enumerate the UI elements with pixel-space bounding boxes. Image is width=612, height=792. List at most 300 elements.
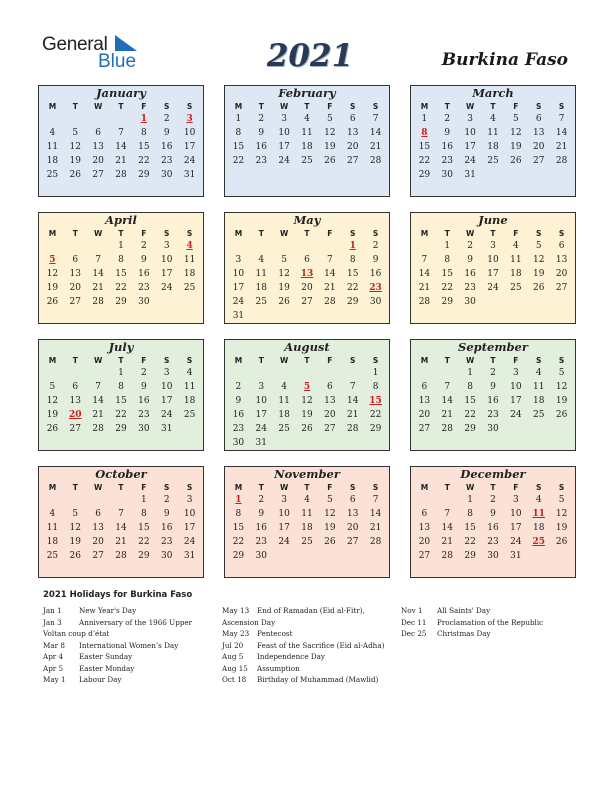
holiday-entry [222,628,397,640]
day-cell: 10 [183,509,196,519]
day-cell: 22 [464,410,476,420]
day-cell: 10 [487,255,499,265]
day-cell: 1 [372,368,379,378]
day-cell: 31 [160,424,173,434]
day-cell: 2 [140,241,147,251]
holiday-day-cell: 3 [186,114,193,124]
day-cell: 21 [369,142,382,152]
day-cell: 22 [441,283,453,293]
day-cell: 15 [138,142,150,152]
day-cell: 14 [369,509,382,519]
day-cell: 26 [301,424,313,434]
day-cell: 18 [487,142,499,152]
month-july [38,339,204,451]
day-cell: 31 [183,551,196,561]
weekday-header: M [48,356,57,365]
day-cell: 27 [301,297,313,307]
logo-text-blue: Blue [98,51,137,72]
day-cell: 13 [324,396,336,406]
day-cell: 29 [464,551,476,561]
empty-day-cell [273,366,296,380]
day-cell: 30 [464,297,476,307]
day-cell: 6 [421,382,428,392]
month-september [410,339,576,451]
empty-day-cell [87,239,110,253]
weekday-header: W [279,356,289,365]
weekday-header: S [186,229,193,238]
day-cell: 7 [349,382,356,392]
day-cell: 31 [510,551,522,561]
weekday-header: T [258,229,264,238]
weekday-header: W [93,356,103,365]
day-cell: 18 [46,537,59,547]
day-cell: 30 [487,424,499,434]
holiday-date: Aug 15 [222,663,248,673]
empty-day-cell [110,112,133,126]
holiday-entry [43,651,218,663]
day-cell: 27 [92,170,104,180]
weekday-header: S [536,356,542,365]
day-cell: 12 [46,396,59,406]
holiday-name: Labour Day [79,675,122,684]
holiday-name: Anniversary of the 1966 Upper [79,617,193,627]
month-name: December [460,467,526,481]
holiday-date: Jan 3 [43,617,62,627]
month-january [38,85,204,197]
weekday-header: T [444,229,450,238]
day-cell: 1 [467,495,473,505]
day-cell: 6 [72,382,79,392]
day-grid [411,228,575,309]
day-cell: 18 [46,156,59,166]
day-cell: 24 [510,410,522,420]
holiday-day-cell: 5 [49,255,56,265]
holiday-name: Proclamation of the Republic [437,617,544,627]
month-december [410,466,576,578]
day-cell: 7 [95,255,101,265]
day-cell: 25 [301,537,313,547]
day-cell: 3 [467,114,473,124]
day-cell: 4 [258,255,265,265]
empty-day-cell [413,493,436,507]
day-cell: 9 [235,396,242,406]
weekday-header: T [444,483,450,492]
weekday-header: F [327,102,333,111]
month-name: January [96,86,146,100]
day-cell: 8 [349,255,356,265]
weekday-header: S [372,229,379,238]
day-cell: 23 [160,537,173,547]
day-cell: 28 [369,537,382,547]
day-cell: 28 [369,156,382,166]
day-cell: 31 [183,170,196,180]
month-name: May [293,213,321,227]
holiday-date: Dec 25 [401,629,427,638]
day-cell: 9 [140,255,147,265]
weekday-header: F [327,229,333,238]
day-cell: 6 [326,382,333,392]
weekday-header: M [420,229,429,238]
empty-day-cell [87,493,110,507]
day-cell: 29 [115,424,127,434]
day-cell: 15 [232,142,245,152]
weekday-header: T [490,356,496,365]
day-cell: 28 [92,424,104,434]
day-cell: 30 [369,297,382,307]
day-cell: 10 [510,509,522,519]
weekday-header: F [327,483,333,492]
day-cell: 14 [555,128,568,138]
day-cell: 15 [346,269,359,279]
day-cell: 24 [160,283,173,293]
day-cell: 7 [95,382,101,392]
day-cell: 4 [535,495,542,505]
day-cell: 8 [467,382,473,392]
holiday-day-cell: 25 [532,537,545,547]
day-cell: 27 [346,537,359,547]
day-cell: 6 [72,255,79,265]
holiday-day-cell: 5 [303,382,311,392]
day-cell: 4 [304,114,310,124]
day-cell: 16 [441,142,453,152]
day-cell: 29 [441,297,453,307]
day-cell: 24 [278,537,290,547]
day-cell: 10 [278,509,290,519]
day-cell: 22 [232,537,245,547]
day-grid [225,355,389,450]
weekday-header: S [372,483,379,492]
empty-day-cell [41,112,64,126]
day-cell: 12 [555,382,568,392]
day-cell: 9 [140,382,147,392]
weekday-header: S [164,229,170,238]
empty-day-cell [436,366,459,380]
day-cell: 16 [232,410,245,420]
day-cell: 23 [487,410,499,420]
day-cell: 24 [232,297,245,307]
weekday-header: M [48,483,57,492]
weekday-header: M [234,356,243,365]
weekday-header: T [72,356,78,365]
day-cell: 7 [558,114,565,124]
weekday-header: M [420,102,429,111]
day-cell: 10 [160,255,173,265]
holiday-date: Apr 4 [43,652,64,661]
day-cell: 11 [46,142,59,152]
empty-day-cell [413,239,436,253]
day-cell: 28 [324,297,336,307]
holiday-entry [43,663,218,675]
day-cell: 21 [346,410,359,420]
day-cell: 16 [160,523,173,533]
weekday-header: F [141,229,147,238]
month-november [224,466,390,578]
weekday-header: T [72,102,78,111]
day-cell: 28 [555,156,568,166]
holiday-day-cell: 8 [421,128,428,138]
weekday-header: S [186,483,193,492]
day-cell: 15 [418,142,431,152]
weekday-header: M [48,229,57,238]
day-cell: 17 [510,523,522,533]
holiday-entry [43,617,218,629]
day-cell: 23 [255,156,267,166]
day-cell: 26 [555,537,568,547]
day-cell: 30 [232,438,245,448]
day-cell: 6 [304,255,310,265]
holiday-day-cell: 1 [349,241,356,251]
weekday-header: T [72,229,78,238]
day-cell: 22 [464,537,476,547]
day-cell: 16 [255,142,267,152]
day-cell: 26 [278,297,290,307]
day-cell: 2 [444,114,451,124]
day-cell: 11 [255,269,267,279]
holiday-date: Oct 18 [222,675,247,684]
holiday-name: Voltan coup d’état [43,629,110,638]
day-cell: 25 [46,551,59,561]
day-cell: 1 [444,241,451,251]
day-cell: 6 [95,128,101,138]
weekday-header: T [490,102,496,111]
day-cell: 4 [535,368,542,378]
day-cell: 4 [490,114,496,124]
day-cell: 19 [46,283,59,293]
holiday-day-cell: 1 [140,114,147,124]
empty-day-cell [296,366,319,380]
day-cell: 29 [369,424,382,434]
day-cell: 7 [118,128,124,138]
day-cell: 17 [464,142,476,152]
month-august [224,339,390,451]
holiday-name: Ascension Day [222,617,276,627]
day-cell: 31 [232,311,245,321]
day-cell: 27 [555,283,568,293]
day-cell: 10 [232,269,245,279]
day-cell: 26 [324,156,336,166]
weekday-header: T [118,229,124,238]
day-cell: 17 [160,396,173,406]
holiday-name: Assumption [257,663,300,673]
day-cell: 24 [487,283,499,293]
weekday-header: F [141,356,147,365]
day-cell: 29 [464,424,476,434]
month-name: September [458,340,528,354]
empty-day-cell [318,239,341,253]
day-cell: 19 [301,410,313,420]
day-cell: 4 [186,368,193,378]
day-cell: 24 [464,156,476,166]
day-cell: 5 [326,495,333,505]
holiday-name: Feast of the Sacrifice (Eid al-Adha) [257,640,385,650]
day-cell: 11 [183,255,196,265]
day-cell: 5 [72,128,79,138]
day-cell: 22 [138,156,150,166]
day-cell: 8 [235,509,242,519]
day-cell: 1 [235,114,242,124]
month-name: November [274,467,340,481]
day-cell: 19 [324,142,336,152]
day-cell: 2 [490,368,496,378]
weekday-header: M [234,102,243,111]
day-cell: 6 [558,241,565,251]
weekday-header: S [350,356,356,365]
day-cell: 7 [118,509,124,519]
day-cell: 30 [441,170,453,180]
day-cell: 5 [72,509,79,519]
day-cell: 21 [441,537,453,547]
day-cell: 1 [118,368,124,378]
day-cell: 21 [369,523,382,533]
day-cell: 27 [69,297,81,307]
day-cell: 17 [183,523,196,533]
day-cell: 17 [232,283,245,293]
day-cell: 1 [140,495,147,505]
day-cell: 21 [92,410,104,420]
day-cell: 15 [115,396,127,406]
day-cell: 19 [69,537,81,547]
day-cell: 5 [558,368,565,378]
holiday-day-cell: 15 [369,396,382,406]
day-cell: 30 [138,424,150,434]
day-cell: 2 [467,241,473,251]
holiday-name: Pentecost [257,629,293,638]
weekday-header: S [372,102,379,111]
day-cell: 7 [444,382,451,392]
month-april [38,212,204,324]
day-cell: 1 [118,241,124,251]
weekday-header: W [93,102,103,111]
empty-day-cell [64,112,87,126]
day-cell: 7 [326,255,333,265]
day-cell: 17 [510,396,522,406]
holiday-entry [222,617,397,629]
day-cell: 13 [92,523,104,533]
holiday-name: New Year's Day [79,606,137,615]
weekday-header: T [118,483,124,492]
holiday-date: Dec 11 [401,617,427,627]
month-name: August [284,340,330,354]
day-cell: 3 [186,495,193,505]
day-cell: 14 [92,396,104,406]
day-cell: 19 [324,523,336,533]
holiday-name: Easter Monday [79,663,135,673]
weekday-header: S [536,102,542,111]
day-cell: 25 [183,410,196,420]
day-cell: 3 [281,495,287,505]
day-cell: 14 [441,396,453,406]
day-cell: 2 [235,382,242,392]
day-cell: 17 [183,142,196,152]
day-cell: 6 [349,114,356,124]
day-cell: 14 [369,128,382,138]
day-cell: 13 [532,128,545,138]
holiday-entry [43,674,218,686]
day-cell: 9 [258,509,265,519]
day-cell: 20 [69,283,81,293]
weekday-header: S [558,356,565,365]
empty-day-cell [273,239,296,253]
weekday-header: M [420,356,429,365]
day-cell: 26 [69,170,81,180]
day-cell: 29 [418,170,431,180]
day-cell: 22 [115,410,127,420]
day-cell: 22 [346,283,359,293]
day-cell: 30 [138,297,150,307]
day-cell: 23 [441,156,453,166]
day-cell: 14 [324,269,336,279]
weekday-header: W [465,356,475,365]
day-cell: 16 [487,523,499,533]
weekday-header: T [444,356,450,365]
day-cell: 18 [183,269,196,279]
day-cell: 25 [278,424,290,434]
day-cell: 29 [232,551,245,561]
day-grid [39,228,203,309]
weekday-header: T [490,483,496,492]
day-cell: 18 [255,283,267,293]
day-cell: 21 [441,410,453,420]
day-cell: 25 [255,297,267,307]
day-cell: 21 [115,156,127,166]
day-cell: 2 [372,241,379,251]
day-cell: 14 [346,396,359,406]
day-cell: 24 [160,410,173,420]
day-cell: 26 [46,424,59,434]
day-cell: 16 [255,523,267,533]
day-cell: 1 [421,114,428,124]
day-cell: 12 [532,255,545,265]
month-name: June [478,213,508,227]
day-cell: 7 [372,114,379,124]
day-cell: 15 [138,523,150,533]
weekday-header: S [350,483,356,492]
day-cell: 19 [278,283,290,293]
day-cell: 20 [418,537,431,547]
day-cell: 21 [115,537,127,547]
holiday-day-cell: 1 [235,495,242,505]
day-cell: 10 [183,128,196,138]
holiday-day-cell: 13 [300,269,314,279]
day-cell: 22 [115,283,127,293]
weekday-header: T [72,483,78,492]
weekday-header: F [513,356,519,365]
day-cell: 20 [346,142,359,152]
day-cell: 17 [278,142,290,152]
day-cell: 29 [115,297,127,307]
day-cell: 25 [487,156,499,166]
day-cell: 5 [49,382,56,392]
day-cell: 7 [421,255,428,265]
empty-day-cell [227,366,250,380]
holiday-name: Christmas Day [437,629,491,638]
day-cell: 30 [160,170,173,180]
day-cell: 18 [301,523,313,533]
day-cell: 17 [278,523,290,533]
day-cell: 23 [160,156,173,166]
weekday-header: T [444,102,450,111]
day-cell: 18 [278,410,290,420]
month-name: July [108,340,134,354]
day-cell: 12 [301,396,313,406]
day-grid [39,101,203,182]
day-cell: 9 [372,255,379,265]
day-cell: 12 [324,509,336,519]
empty-day-cell [341,366,364,380]
day-cell: 3 [490,241,496,251]
day-cell: 7 [372,495,379,505]
weekday-header: S [186,356,193,365]
